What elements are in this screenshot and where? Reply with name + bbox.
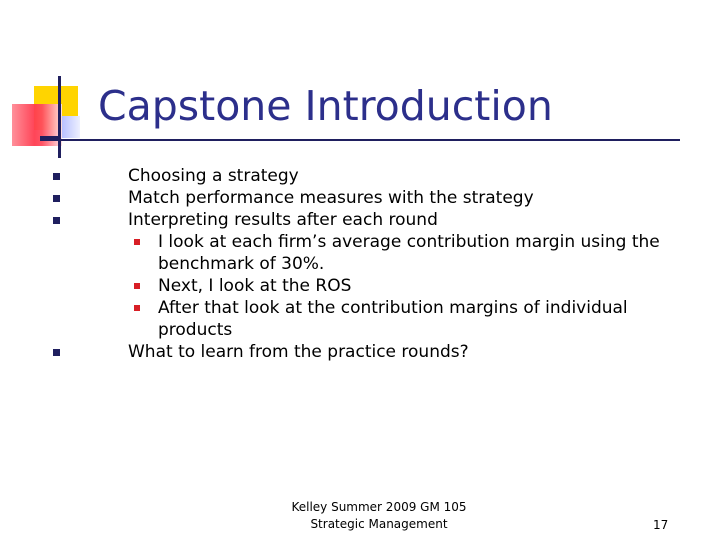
footer-line-1: Kelley Summer 2009 GM 105 bbox=[291, 500, 467, 514]
bullet-text: Match performance measures with the strategy bbox=[128, 188, 534, 208]
sub-bullet-text: Next, I look at the ROS bbox=[158, 276, 352, 296]
bullet-item-1 bbox=[128, 165, 698, 187]
footer-line-2: Strategic Management bbox=[310, 517, 448, 531]
sub-bullet-text: After that look at the contribution margins of individual products bbox=[158, 298, 628, 340]
sub-bullet-item-2 bbox=[158, 275, 698, 297]
bullet-text: Choosing a strategy bbox=[128, 166, 299, 186]
slide-footer bbox=[248, 499, 510, 533]
slide-title: Capstone Introduction bbox=[98, 82, 553, 130]
bullet-marker bbox=[53, 173, 60, 180]
sub-bullet-list bbox=[158, 231, 698, 341]
title-underline bbox=[40, 139, 680, 141]
logo-vertical-line bbox=[58, 76, 61, 158]
sub-bullet-marker bbox=[134, 305, 140, 311]
bullet-item-3 bbox=[128, 209, 698, 341]
bullet-marker bbox=[53, 217, 60, 224]
page-number: 17 bbox=[653, 518, 669, 532]
logo-blue-gradient bbox=[62, 116, 80, 138]
bullet-item-4 bbox=[128, 341, 698, 363]
bullet-marker bbox=[53, 349, 60, 356]
sub-bullet-item-1 bbox=[158, 231, 698, 275]
bullet-item-2 bbox=[128, 187, 698, 209]
sub-bullet-marker bbox=[134, 239, 140, 245]
sub-bullet-text: I look at each firm’s average contribution margin using the benchmark of 30%. bbox=[158, 232, 660, 274]
bullet-list bbox=[128, 165, 698, 363]
bullet-text: Interpreting results after each round bbox=[128, 210, 438, 230]
sub-bullet-item-3 bbox=[158, 297, 698, 341]
bullet-text: What to learn from the practice rounds? bbox=[128, 342, 469, 362]
bullet-marker bbox=[53, 195, 60, 202]
sub-bullet-marker bbox=[134, 283, 140, 289]
slide-logo bbox=[0, 0, 100, 170]
